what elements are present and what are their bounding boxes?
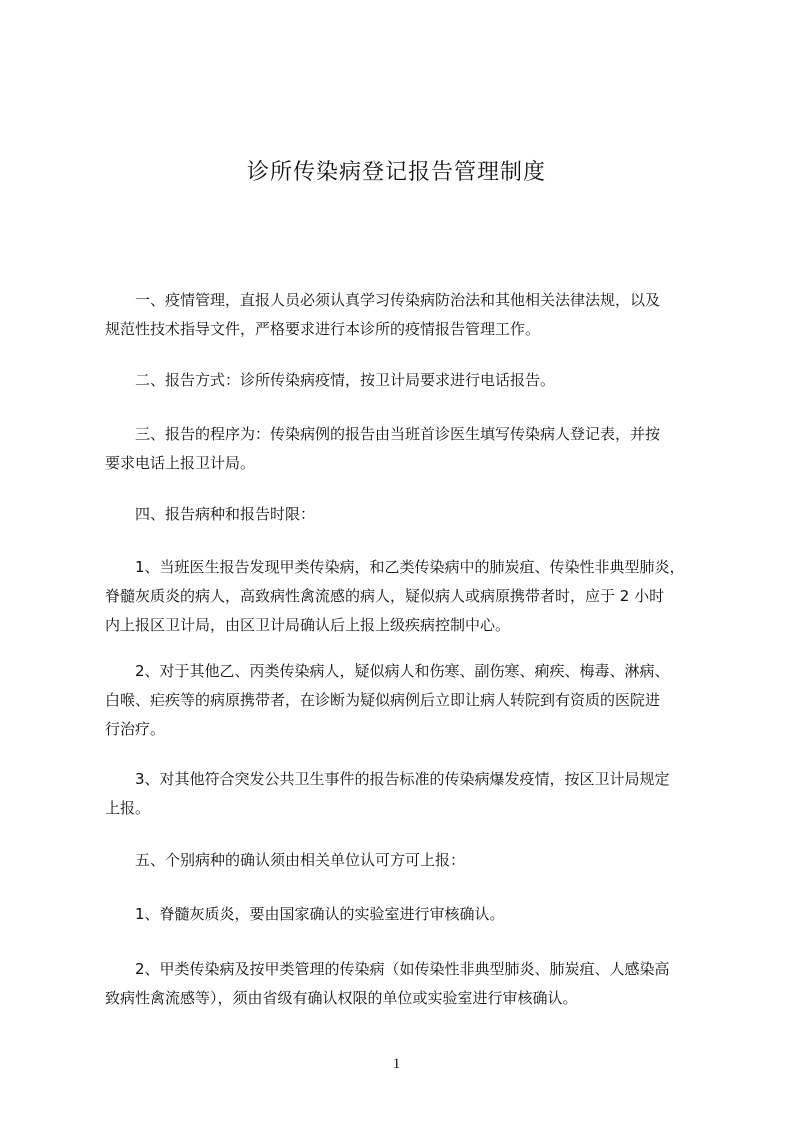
paragraph-line: 致病性禽流感等），须由省级有确认权限的单位或实验室进行审核确认。 xyxy=(105,989,578,1007)
paragraph-5-confirmation-heading xyxy=(105,846,705,875)
paragraph-line: 五、个别病种的确认须由相关单位认可方可上报： xyxy=(105,851,466,869)
paragraph-line: 四、报告病种和报告时限： xyxy=(105,505,316,523)
paragraph-4-2-other-class-report xyxy=(105,657,705,744)
paragraph-1-epidemic-management xyxy=(105,286,705,344)
paragraph-4-1-class-a-report xyxy=(105,553,705,640)
paragraph-line: 规范性技术指导文件，严格要求进行本诊所的疫情报告管理工作。 xyxy=(105,320,541,338)
paragraph-line: 1、脊髓灰质炎，要由国家确认的实验室进行审核确认。 xyxy=(105,905,505,923)
paragraph-line: 二、报告方式：诊所传染病疫情，按卫计局要求进行电话报告。 xyxy=(105,371,556,389)
paragraph-line: 3、对其他符合突发公共卫生事件的报告标准的传染病爆发疫情，按区卫计局规定 xyxy=(105,770,670,788)
paragraph-2-report-method xyxy=(105,366,705,395)
paragraph-line: 上报。 xyxy=(105,799,151,817)
paragraph-line: 行治疗。 xyxy=(105,720,166,738)
paragraph-4-3-outbreak-report xyxy=(105,765,705,823)
paragraph-line: 2、对于其他乙、丙类传染病人，疑似病人和伤寒、副伤寒、痢疾、梅毒、淋病、 xyxy=(105,662,670,680)
paragraph-4-report-diseases-heading xyxy=(105,500,705,529)
paragraph-5-1-polio-confirmation xyxy=(105,900,705,929)
paragraph-line: 1、当班医生报告发现甲类传染病，和乙类传染病中的肺炭疽、传染性非典型肺炎， xyxy=(105,558,685,576)
paragraph-line: 白喉、疟疾等的病原携带者，在诊断为疑似病例后立即让病人转院到有资质的医院进 xyxy=(105,691,661,709)
paragraph-line: 2、甲类传染病及按甲类管理的传染病（如传染性非典型肺炎、肺炭疽、人感染高 xyxy=(105,960,670,978)
page-number: 1 xyxy=(392,1056,401,1072)
paragraph-3-report-procedure xyxy=(105,420,705,478)
paragraph-5-2-class-a-confirmation xyxy=(105,955,705,1013)
paragraph-line: 一、疫情管理，直报人员必须认真学习传染病防治法和其他相关法律法规，以及 xyxy=(105,291,661,309)
paragraph-line: 内上报区卫计局，由区卫计局确认后上报上级疾病控制中心。 xyxy=(105,616,511,634)
paragraph-line: 三、报告的程序为：传染病例的报告由当班首诊医生填写传染病人登记表，并按 xyxy=(105,425,661,443)
paragraph-line: 要求电话上报卫计局。 xyxy=(105,454,256,472)
document-title: 诊所传染病登记报告管理制度 xyxy=(246,159,546,185)
paragraph-line: 脊髓灰质炎的病人，高致病性禽流感的病人，疑似病人或病原携带者时，应于 2 小时 xyxy=(105,587,665,605)
